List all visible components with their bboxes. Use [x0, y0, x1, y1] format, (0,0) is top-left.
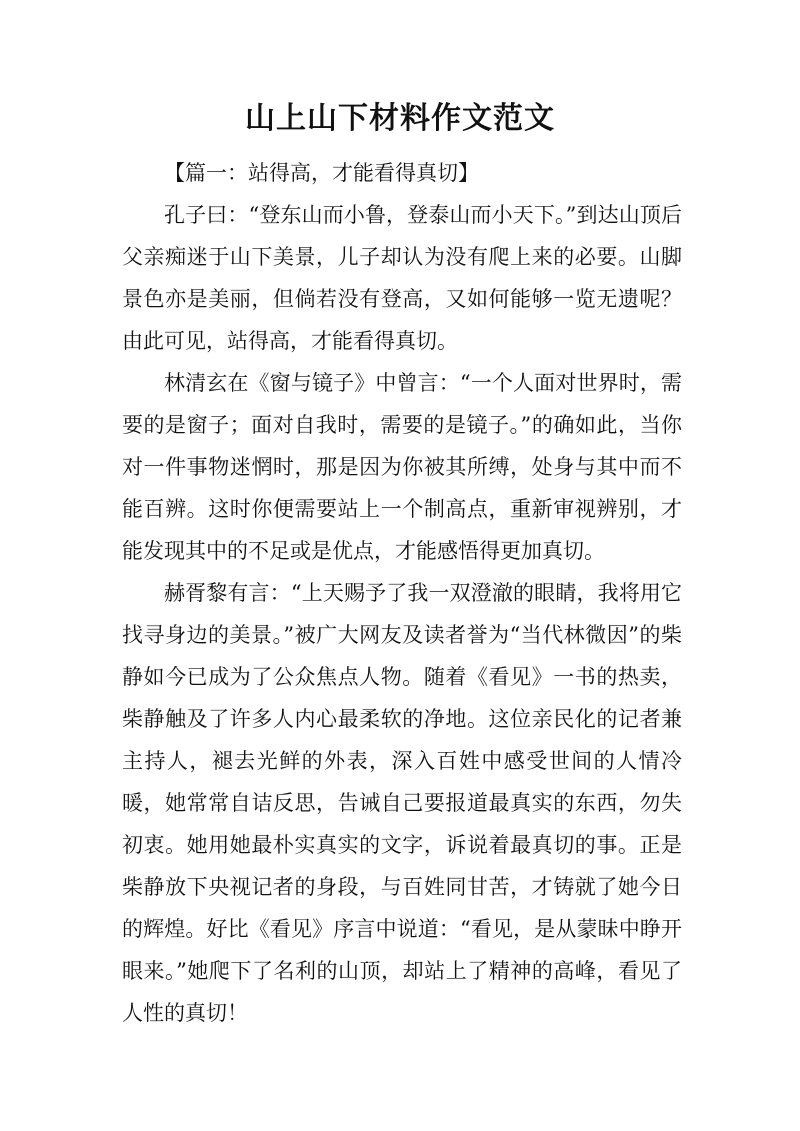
section-heading: 【篇一：站得高，才能看得真切】	[164, 161, 479, 185]
document-title: 山上山下材料作文范文	[245, 101, 555, 136]
paragraph-3: 赫胥黎有言：“上天赐予了我一双澄澈的眼睛，我将用它找寻身边的美景。”被广大网友及读者誉为“当代林微因”的柴静如今已成为了公众焦点人物。随着《看见》一书的热卖，柴静触及了许多人内心最柔软的净地。这位亲民化的记者兼主持人，褪去光鲜的外表，深入百姓中感受世间的人情冷暖，她常常自诘反思，告诫自己要报道最真实的东西，勿失初衷。她用她最朴实真实的文字，诉说着最真切的事。正是柴静放下央视记者的身段，与百姓同甘苦，才铸就了她今日的辉煌。好比《看见》序言中说道：“看见，是从蒙昧中睁开眼来。”她爬下了名利的山顶，却站上了精神的高峰，看见了人性的真切！	[122, 581, 682, 1025]
paragraph-1: 孔子曰：“登东山而小鲁，登泰山而小天下。”到达山顶后父亲痴迷于山下美景，儿子却认为没有爬上来的必要。山脚景色亦是美丽，但倘若没有登高，又如何能够一览无遗呢？由此可见，站得高，才能看得真切。	[122, 203, 682, 353]
document-body	[122, 152, 682, 1034]
paragraph-2: 林清玄在《窗与镜子》中曾言：“一个人面对世界时，需要的是窗子；面对自我时，需要的是镜子。”的确如此，当你对一件事物迷惘时，那是因为你被其所缚，处身与其中而不能百辨。这时你便需要站上一个制高点，重新审视辨别，才能发现其中的不足或是优点，才能感悟得更加真切。	[122, 371, 682, 563]
